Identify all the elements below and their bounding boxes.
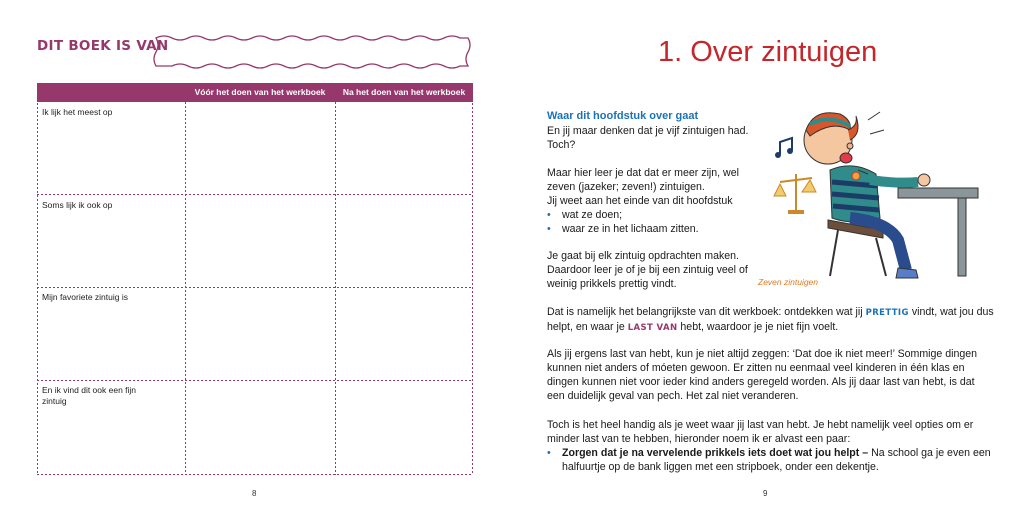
intro-text-3: Jij weet aan het einde van dit hoofdstuk [547,195,733,207]
bullet-icon: • [547,209,551,221]
list-item-text: wat ze doen; [562,209,623,221]
intro-paragraph [547,124,762,152]
para2-text: Als jij ergens last van hebt, kun je niet altijd zeggen: ‘Dat doe ik niet meer!’ Sommige dingen kunnen niet anders of móeten gewoon. Er zitten nu eenmaal veel kinderen in één klas en dingen kunnen niet voor ieder kind anders geregeld worden. Als jij daar last van hebt, is dat een duidelijk geval van pech. Het zal niet veranderen. [547,348,978,402]
list-item [547,222,762,236]
paragraph-options [547,418,995,474]
section-heading: Waar dit hoofdstuk over gaat [547,110,699,122]
intro-paragraph-2 [547,166,762,236]
para1-text-c: hebt, waardoor je je niet fijn voelt. [677,321,839,333]
illustration-caption: Zeven zintuigen [758,277,819,287]
intro-paragraph-3 [547,249,759,291]
self-assessment-table [37,83,473,475]
page-number-right: 9 [763,489,768,498]
column-header-after: Na het doen van het werkboek [342,87,466,97]
keyword-last-van: LAST VAN [627,323,678,333]
right-page [511,0,1022,511]
column-header-before: Vóór het doen van het werkboek [194,87,326,97]
para1-text-b: vindt, wat jou dus helpt, en waar je [547,306,994,333]
table-row-label: Ik lijk het meest op [42,107,113,117]
wavy-frame-icon [152,34,472,70]
table-row-label: Mijn favoriete zintuig is [42,292,128,302]
chapter-title: 1. Over zintuigen [658,36,878,68]
paragraph-cannot-change [547,347,995,403]
list-item [547,446,995,474]
list-item [547,208,762,222]
bullet-rest-text: Na school ga je even een halfuurtje op de bank liggen met een stripboek, onder een dekentje. [562,447,991,473]
page-number-left: 8 [252,489,257,498]
para3-text: Toch is het heel handig als je weet waar jij last van hebt. Je hebt namelijk veel opties om er minder last van te hebben, hieronder noem ik er alvast een paar: [547,419,974,445]
paragraph-main-point [547,305,995,335]
para1-text-a: Dat is namelijk het belangrijkste van dit werkboek: ontdekken wat jij [547,306,866,318]
table-row-label: En ik vind dit ook een fijn zintuig [42,385,137,406]
table-grid-lines [37,83,473,475]
child-at-desk-illustration-icon [758,100,986,290]
owner-label: DIT BOEK IS VAN [37,38,169,54]
intro-text-4: Je gaat bij elk zintuig opdrachten maken. Daardoor leer je of je bij een zintuig veel of weinig prikkels prettig vindt. [547,250,748,290]
bullet-bold-text: Zorgen dat je na vervelende prikkels iets doet wat jou helpt – [562,447,869,459]
intro-text-1: En jij maar denken dat je vijf zintuigen had. Toch? [547,125,749,151]
list-item-text: waar ze in het lichaam zitten. [562,223,699,235]
intro-text-2: Maar hier leer je dat dat er meer zijn, wel zeven (jazeker; zeven!) zintuigen. [547,167,739,193]
bullet-icon: • [547,223,551,235]
table-row-label: Soms lijk ik ook op [42,200,113,210]
owner-name-field[interactable] [152,34,472,70]
bullet-icon: • [547,447,551,459]
keyword-prettig: PRETTIG [865,308,909,318]
